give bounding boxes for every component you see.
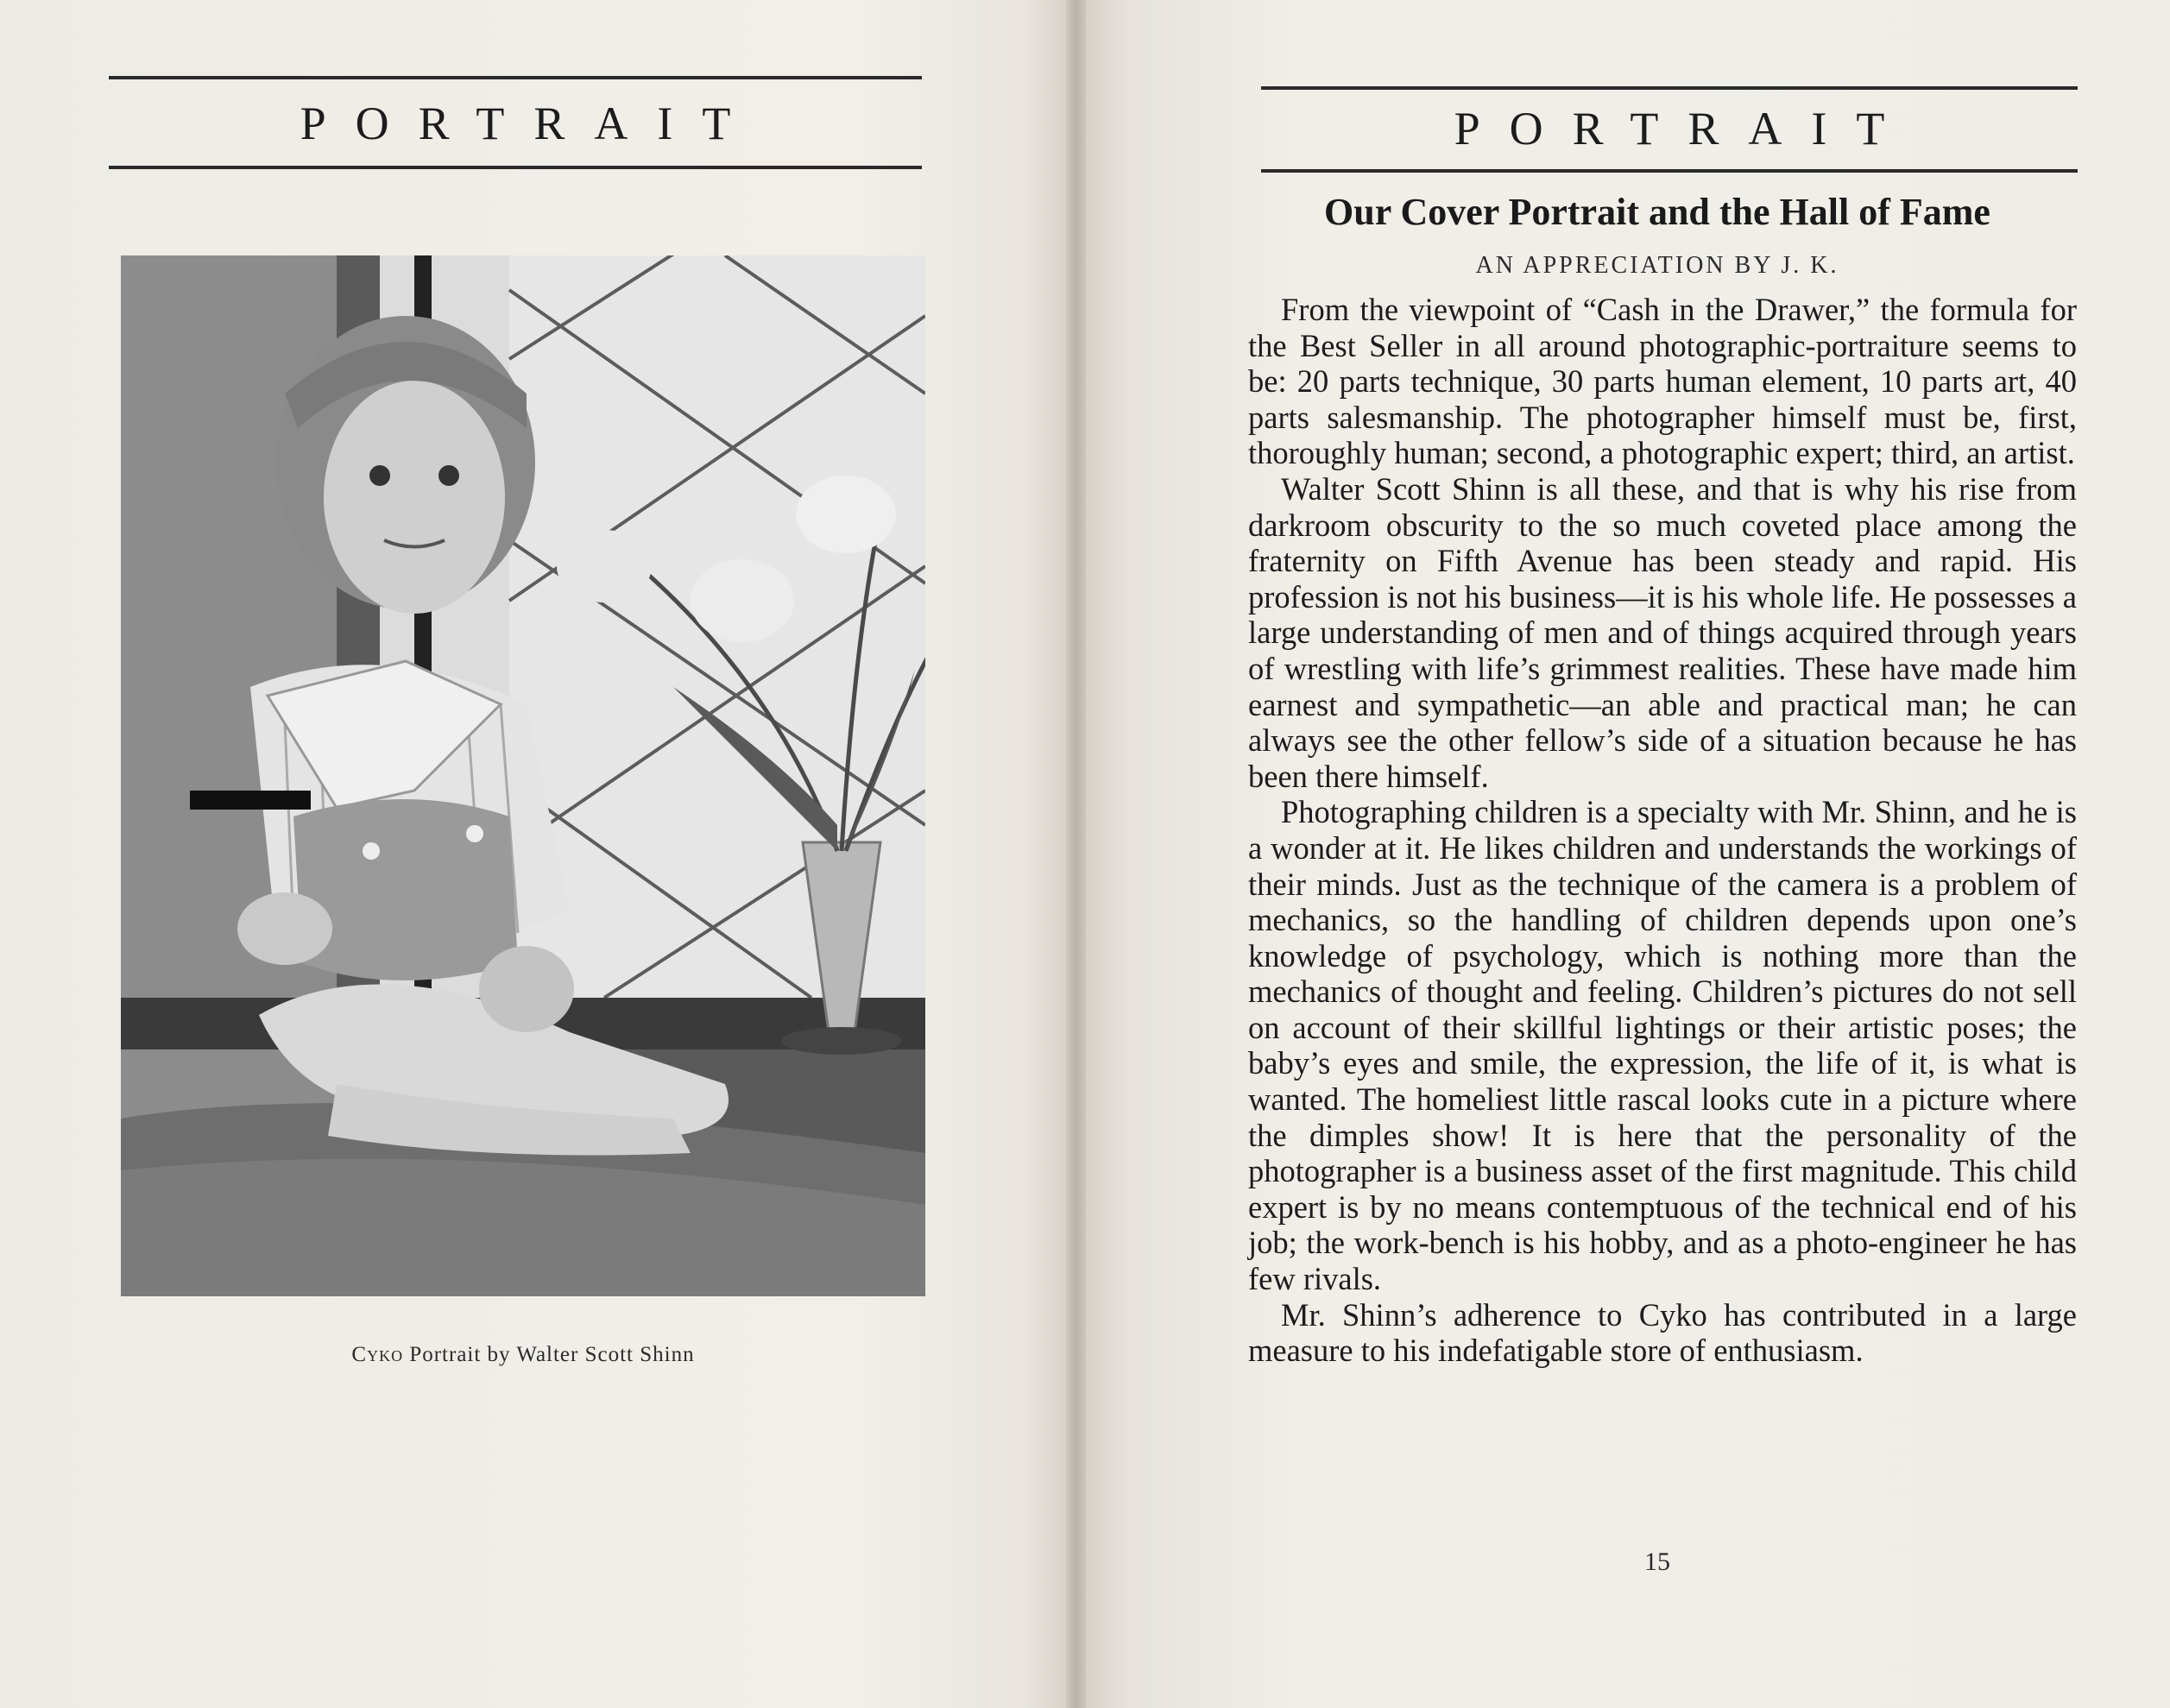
portrait-photo-drawing <box>121 255 925 1296</box>
book-gutter <box>1066 0 1086 1708</box>
running-head: PORTRAIT <box>300 98 760 149</box>
portrait-photo <box>121 255 925 1296</box>
paragraph-1: From the viewpoint of “Cash in the Drawer,” the formula for the Best Seller in all around photographic-portraiture seems to be: 20 parts technique, 30 parts human element, 10 parts art, 40 parts salesmanship. The photographer himself must be, first, thoroughly human; second, a photographic expert; third, an artist. <box>1248 292 2077 471</box>
page-number: 15 <box>1644 1547 1670 1576</box>
caption-brand: Cyko <box>351 1343 404 1366</box>
article-byline: AN APPRECIATION BY J. K. <box>1475 252 1839 279</box>
left-page <box>0 0 1066 1708</box>
caption-text: Portrait by Walter Scott Shinn <box>403 1343 695 1366</box>
top-rule-lower-right <box>1261 169 2078 173</box>
photo-caption <box>121 1343 925 1367</box>
article-body <box>1248 292 2077 1369</box>
running-head-right: PORTRAIT <box>1454 103 1915 154</box>
top-rule-upper <box>109 76 922 79</box>
top-rule-lower <box>109 166 922 169</box>
paragraph-4: Mr. Shinn’s adherence to Cyko has contributed in a large measure to his indefatigable store of enthusiasm. <box>1248 1296 2077 1369</box>
paragraph-2: Walter Scott Shinn is all these, and that is why his rise from darkroom obscurity to the so much coveted place among the fraternity on Fifth Avenue has been steady and rapid. His profession is not his business—it is his whole life. He possesses a large understanding of men and of things acquired through years of wrestling with life’s grimmest realities. These have made him earnest and sympathetic—an able and practical man; he can always see the other fellow’s side of a situation because he has been there himself. <box>1248 470 2077 794</box>
article-title: Our Cover Portrait and the Hall of Fame <box>1324 191 1990 233</box>
top-rule-upper-right <box>1261 86 2078 90</box>
paragraph-3: Photographing children is a specialty with Mr. Shinn, and he is a wonder at it. He likes children and understands the workings of their minds. Just as the technique of the camera is a problem of mechanics, so the handling of children depends upon one’s knowledge of psychology, which is nothing more than the mechanics of thought and feeling. Children’s pictures do not sell on account of their skillful lightings or their artistic poses; the baby’s eyes and smile, the expression, the life of it, is what is wanted. The homeliest little rascal looks cute in a picture where the dimples show! It is here that the personality of the photographer is a business asset of the first magnitude. This child expert is by no means contemptuous of the technical end of his job; the work-bench is his hobby, and as a photo-engineer he has few rivals. <box>1248 794 2077 1297</box>
